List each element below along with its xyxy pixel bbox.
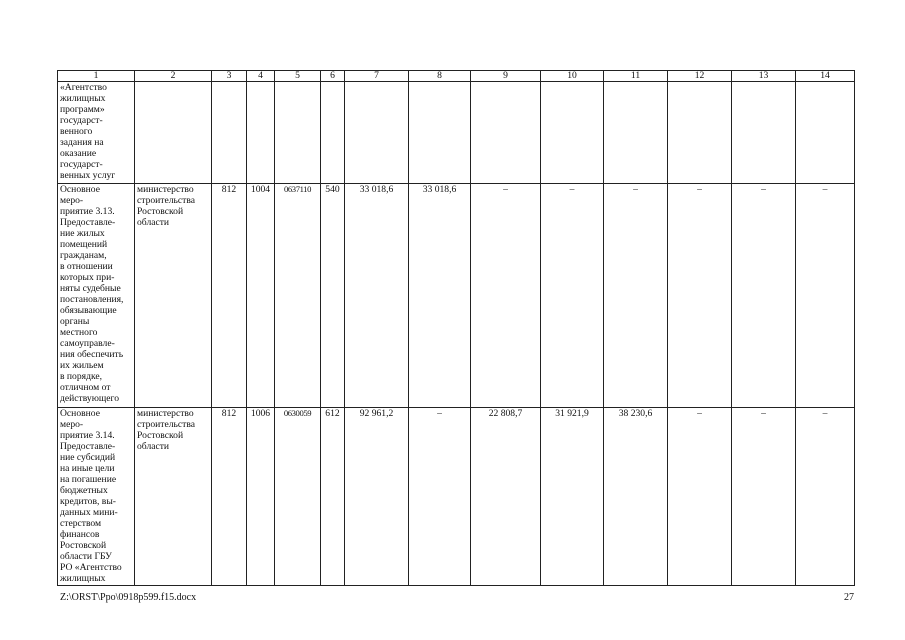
col-header: 3 xyxy=(212,71,247,82)
table-cell-activity: Основное меро- приятие 3.14. Предоставле- ние субсидий на иные цели на погашение бюджетных кредитов, вы- данных мини- стерством финансов Ростовской области ГБУ РО «Агентство жилищных xyxy=(58,408,135,586)
table-cell: 1006 xyxy=(247,408,275,586)
col-header: 6 xyxy=(321,71,345,82)
table-cell: – xyxy=(668,184,732,408)
table-cell: 22 808,7 xyxy=(471,408,541,586)
page-number: 27 xyxy=(844,592,854,603)
table-cell: 33 018,6 xyxy=(345,184,409,408)
table-cell: – xyxy=(604,184,668,408)
table-cell-executor: министерство строительства Ростовской области xyxy=(135,408,212,586)
col-header: 11 xyxy=(604,71,668,82)
col-header: 13 xyxy=(732,71,796,82)
table-cell xyxy=(471,82,541,184)
table-cell-activity: «Агентство жилищных программ» государст- венного задания на оказание государст- венных услуг xyxy=(58,82,135,184)
table-cell: – xyxy=(732,184,796,408)
table-cell: – xyxy=(668,408,732,586)
table-cell: 38 230,6 xyxy=(604,408,668,586)
table-cell: – xyxy=(796,184,855,408)
table-cell: 33 018,6 xyxy=(409,184,471,408)
table-cell: 31 921,9 xyxy=(541,408,604,586)
table-cell xyxy=(247,82,275,184)
table-cell-executor xyxy=(135,82,212,184)
table-cell xyxy=(732,82,796,184)
table-cell: – xyxy=(409,408,471,586)
table-cell xyxy=(541,82,604,184)
table-cell: 812 xyxy=(212,184,247,408)
table-cell xyxy=(409,82,471,184)
table-row xyxy=(58,408,855,586)
col-header: 14 xyxy=(796,71,855,82)
col-header: 12 xyxy=(668,71,732,82)
col-header: 8 xyxy=(409,71,471,82)
table-cell: – xyxy=(796,408,855,586)
table-cell: – xyxy=(732,408,796,586)
table-cell: – xyxy=(541,184,604,408)
col-header: 5 xyxy=(275,71,321,82)
header-row xyxy=(58,71,855,82)
table-cell: 812 xyxy=(212,408,247,586)
table-cell: 1004 xyxy=(247,184,275,408)
table-cell: 612 xyxy=(321,408,345,586)
table-cell-executor: министерство строительства Ростовской области xyxy=(135,184,212,408)
table-cell: 0637110 xyxy=(275,184,321,408)
col-header: 9 xyxy=(471,71,541,82)
col-header: 7 xyxy=(345,71,409,82)
col-header: 1 xyxy=(58,71,135,82)
col-header: 2 xyxy=(135,71,212,82)
table-cell: 0630059 xyxy=(275,408,321,586)
table-cell xyxy=(345,82,409,184)
table-cell xyxy=(212,82,247,184)
table-cell xyxy=(668,82,732,184)
table-cell-activity: Основное меро- приятие 3.13. Предоставле- ние жилых помещений гражданам, в отношении которых при- няты судебные постановления, обязывающие органы местного самоуправле- ния обеспечить их жильем в порядке, отличном от действующего xyxy=(58,184,135,408)
file-path: Z:\ORST\Ppo\0918p599.f15.docx xyxy=(60,592,197,603)
table-cell: 540 xyxy=(321,184,345,408)
table-cell: – xyxy=(471,184,541,408)
col-header: 4 xyxy=(247,71,275,82)
table-cell xyxy=(275,82,321,184)
table-cell: 92 961,2 xyxy=(345,408,409,586)
table-cell xyxy=(604,82,668,184)
col-header: 10 xyxy=(541,71,604,82)
table-cell xyxy=(796,82,855,184)
table-row xyxy=(58,184,855,408)
table-cell xyxy=(321,82,345,184)
budget-table xyxy=(57,70,855,586)
table-row xyxy=(58,82,855,184)
